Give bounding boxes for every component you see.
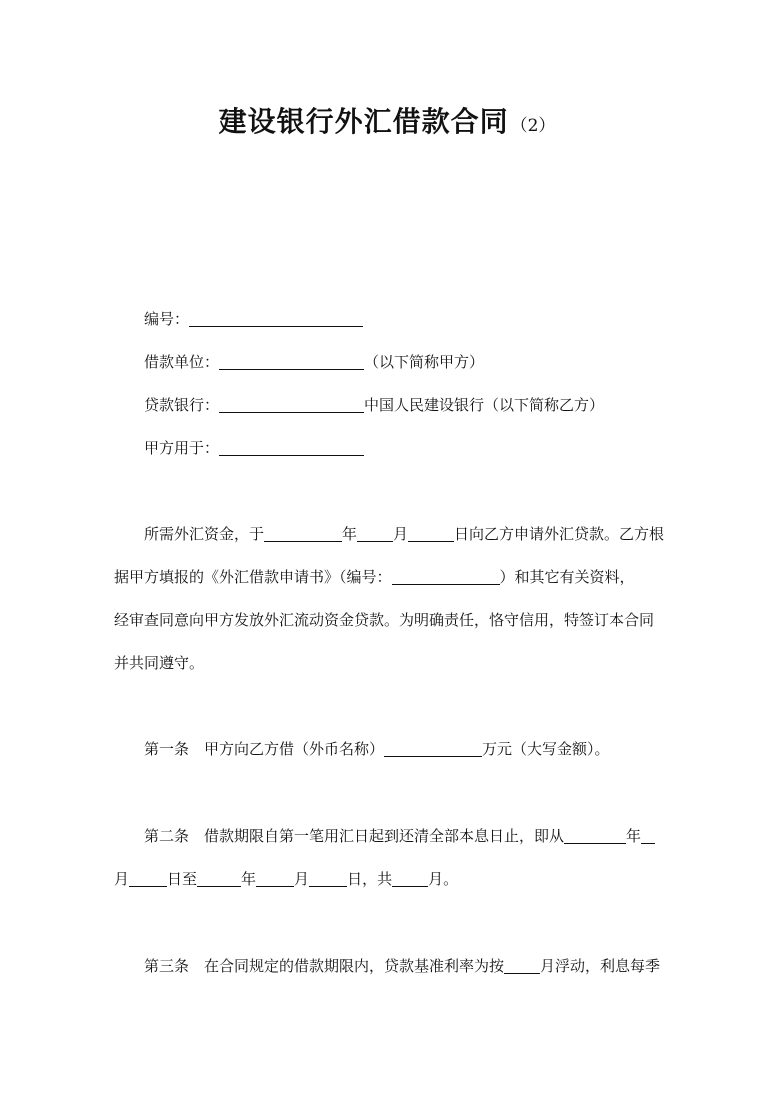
intro-year-label: 年 <box>342 525 358 543</box>
page-title <box>0 100 774 140</box>
borrower-suffix: （以下简称甲方） <box>364 353 485 371</box>
intro-day-blank[interactable] <box>408 525 454 542</box>
field-borrower <box>144 352 484 372</box>
intro-text: ）和其它有关资料， <box>499 568 635 586</box>
article-2-text: 月 <box>114 870 130 888</box>
intro-line-4 <box>114 653 204 673</box>
intro-text: 并共同遵守。 <box>114 654 205 672</box>
usage-label: 甲方用于： <box>144 439 220 457</box>
lender-suffix: 中国人民建设银行（以下简称乙方） <box>364 396 605 414</box>
loan-amount-blank[interactable] <box>384 740 482 757</box>
start-year-blank[interactable] <box>564 827 626 844</box>
lender-blank[interactable] <box>219 396 364 413</box>
article-2-text: 月 <box>294 870 310 888</box>
intro-line-3 <box>114 610 654 630</box>
article-2-text: 日，共 <box>347 870 393 888</box>
title-suffix: （2） <box>510 116 556 136</box>
borrower-blank[interactable] <box>219 353 364 370</box>
lender-label: 贷款银行： <box>144 396 220 414</box>
rate-months-blank[interactable] <box>504 957 540 974</box>
number-blank[interactable] <box>189 310 363 327</box>
intro-text: 所需外汇资金，于 <box>144 525 265 543</box>
borrower-label: 借款单位： <box>144 353 220 371</box>
article-2-text: 年 <box>626 827 642 845</box>
article-3-text: 月浮动，利息每季 <box>540 957 661 975</box>
intro-text: 经审查同意向甲方发放外汇流动资金贷款。为明确责任，恪守信用，特签订本合同 <box>114 611 655 629</box>
article-2-text: 月。 <box>428 870 459 888</box>
field-number <box>144 309 363 329</box>
start-day-blank[interactable] <box>129 870 167 887</box>
application-number-blank[interactable] <box>392 568 500 585</box>
article-3-text: 第三条 在合同规定的借款期限内，贷款基准利率为按 <box>144 957 505 975</box>
field-usage <box>144 438 364 458</box>
intro-month-label: 月 <box>393 525 409 543</box>
end-day-blank[interactable] <box>309 870 347 887</box>
article-2-line-1 <box>144 826 655 846</box>
start-month-blank[interactable] <box>641 827 655 844</box>
article-3 <box>144 956 660 976</box>
number-label: 编号： <box>144 310 190 328</box>
article-1-text: 第一条 甲方向乙方借（外币名称） <box>144 740 385 758</box>
article-1 <box>144 739 610 759</box>
article-1-text: 万元（大写金额）。 <box>482 740 610 758</box>
field-lender <box>144 395 604 415</box>
article-2-text: 第二条 借款期限自第一笔用汇日起到还清全部本息日止，即从 <box>144 827 565 845</box>
title-main: 建设银行外汇借款合同 <box>218 105 509 138</box>
article-2-text: 日至 <box>167 870 198 888</box>
end-year-blank[interactable] <box>197 870 241 887</box>
intro-year-blank[interactable] <box>264 525 342 542</box>
article-2-text: 年 <box>241 870 257 888</box>
intro-line-1 <box>144 524 664 544</box>
article-2-line-2 <box>114 869 458 889</box>
intro-text: 日向乙方申请外汇贷款。乙方根 <box>454 525 665 543</box>
intro-line-2 <box>114 567 635 587</box>
intro-month-blank[interactable] <box>357 525 393 542</box>
total-months-blank[interactable] <box>392 870 428 887</box>
end-month-blank[interactable] <box>256 870 294 887</box>
usage-blank[interactable] <box>219 439 364 456</box>
intro-text: 据甲方填报的《外汇借款申请书》（编号： <box>114 568 392 586</box>
